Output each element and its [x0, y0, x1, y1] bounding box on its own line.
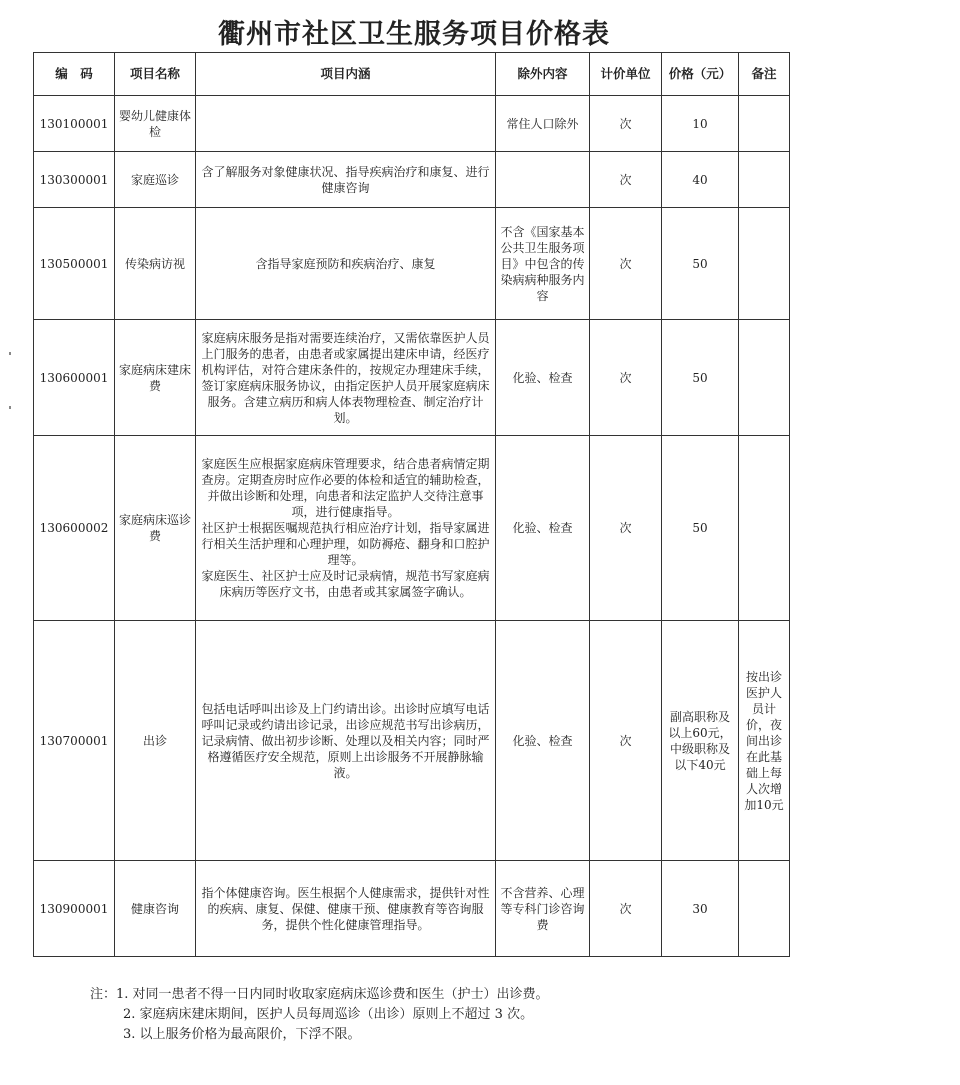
cell-unit: 次: [590, 320, 662, 436]
content-paragraph: 指个体健康咨询。医生根据个人健康需求，提供针对性的疾病、康复、保健、健康干预、健康教育等咨询服务，提供个性化健康管理指导。: [201, 885, 490, 932]
header-name: 项目名称: [115, 53, 196, 96]
cell-unit: 次: [590, 621, 662, 861]
cell-exclusion: 不含营养、心理等专科门诊咨询费: [496, 861, 590, 957]
cell-name: 家庭病床建床费: [115, 320, 196, 436]
table-row: [34, 320, 790, 436]
cell-unit: 次: [590, 152, 662, 208]
content-paragraph: 含指导家庭预防和疾病治疗、康复: [255, 256, 436, 271]
cell-content: [196, 861, 496, 957]
cell-code: 130500001: [34, 208, 115, 320]
cell-price: 10: [662, 96, 739, 152]
note-item: 2. 家庭病床建床期间，医护人员每周巡诊（出诊）原则上不超过 3 次。: [123, 1007, 534, 1022]
content-paragraph: 家庭医生、社区护士应及时记录病情，规范书写家庭病床病历等医疗文书，由患者或其家属签字确认。: [201, 569, 490, 599]
header-exclusion: 除外内容: [496, 53, 590, 96]
cell-exclusion: [496, 152, 590, 208]
cell-unit: 次: [590, 436, 662, 621]
scan-mark: [9, 406, 11, 409]
notes-section: [90, 985, 549, 1045]
note-line: [90, 985, 549, 1005]
cell-exclusion: 常住人口除外: [496, 96, 590, 152]
cell-code: 130300001: [34, 152, 115, 208]
table-header-row: [34, 53, 790, 96]
content-paragraph: 家庭病床服务是指对需要连续治疗，又需依靠医护人员上门服务的患者，由患者或家属提出建床申请，经医疗机构评估，对符合建床条件的，按规定办理建床手续，签订家庭病床服务协议，由指定医护人员开展家庭病床服务。含建立病历和病人体表物理检查、制定治疗计划。: [201, 330, 490, 425]
content-paragraph: 社区护士根据医嘱规范执行相应治疗计划，指导家属进行相关生活护理和心理护理，如防褥疮、翻身和口腔护理等。: [201, 521, 490, 567]
cell-price: 50: [662, 436, 739, 621]
cell-name: 健康咨询: [115, 861, 196, 957]
cell-remark: [739, 436, 790, 621]
table-row: [34, 861, 790, 957]
cell-remark: [739, 152, 790, 208]
cell-unit: 次: [590, 861, 662, 957]
header-content: 项目内涵: [196, 53, 496, 96]
content-paragraph: 家庭医生应根据家庭病床管理要求，结合患者病情定期查房。定期查房时应作必要的体检和适宜的辅助检查，并做出诊断和处理，向患者和法定监护人交待注意事项，进行健康指导。: [201, 457, 490, 519]
cell-code: 130600002: [34, 436, 115, 621]
cell-name: 婴幼儿健康体检: [115, 96, 196, 152]
header-price: 价格（元）: [662, 53, 739, 96]
cell-price: 副高职称及以上60元，中级职称及以下40元: [662, 621, 739, 861]
cell-exclusion: 化验、检查: [496, 621, 590, 861]
content-paragraph: 含了解服务对象健康状况、指导疾病治疗和康复、进行健康咨询: [201, 164, 490, 195]
cell-name: 出诊: [115, 621, 196, 861]
cell-content: [196, 208, 496, 320]
table-row: [34, 436, 790, 621]
cell-content: [196, 621, 496, 861]
cell-price: 30: [662, 861, 739, 957]
header-remark: 备注: [739, 53, 790, 96]
content-paragraph: 包括电话呼叫出诊及上门约请出诊。出诊时应填写电话呼叫记录或约请出诊记录，出诊应规范书写出诊病历，记录病情、做出初步诊断、处理以及相关内容；同时严格遵循医疗安全规范，原则上出诊服务不开展静脉输液。: [201, 701, 490, 780]
cell-remark: [739, 320, 790, 436]
cell-price: 50: [662, 208, 739, 320]
header-unit: 计价单位: [590, 53, 662, 96]
cell-exclusion: 化验、检查: [496, 436, 590, 621]
cell-code: 130700001: [34, 621, 115, 861]
cell-name: 家庭巡诊: [115, 152, 196, 208]
cell-code: 130900001: [34, 861, 115, 957]
cell-remark: [739, 96, 790, 152]
cell-price: 40: [662, 152, 739, 208]
cell-content: [196, 320, 496, 436]
cell-code: 130600001: [34, 320, 115, 436]
table-row: [34, 96, 790, 152]
cell-content: [196, 96, 496, 152]
cell-content: [196, 152, 496, 208]
cell-unit: 次: [590, 208, 662, 320]
scan-mark: [9, 352, 11, 355]
notes-prefix: 注：: [90, 987, 117, 1002]
cell-content: [196, 436, 496, 621]
table-row: [34, 621, 790, 861]
header-code: 编 码: [34, 53, 115, 96]
cell-remark: [739, 861, 790, 957]
note-item: 1. 对同一患者不得一日内同时收取家庭病床巡诊费和医生（护士）出诊费。: [116, 987, 549, 1002]
cell-remark: [739, 208, 790, 320]
page-title: 衢州市社区卫生服务项目价格表: [218, 19, 610, 50]
table-row: [34, 208, 790, 320]
table-row: [34, 152, 790, 208]
cell-remark: 按出诊医护人员计价，夜间出诊在此基础上每人次增加10元: [739, 621, 790, 861]
note-item: 3. 以上服务价格为最高限价，下浮不限。: [123, 1027, 361, 1042]
price-table: [33, 52, 790, 957]
cell-exclusion: 化验、检查: [496, 320, 590, 436]
cell-name: 家庭病床巡诊费: [115, 436, 196, 621]
cell-code: 130100001: [34, 96, 115, 152]
cell-price: 50: [662, 320, 739, 436]
cell-unit: 次: [590, 96, 662, 152]
cell-exclusion: 不含《国家基本公共卫生服务项目》中包含的传染病病种服务内容: [496, 208, 590, 320]
cell-name: 传染病访视: [115, 208, 196, 320]
